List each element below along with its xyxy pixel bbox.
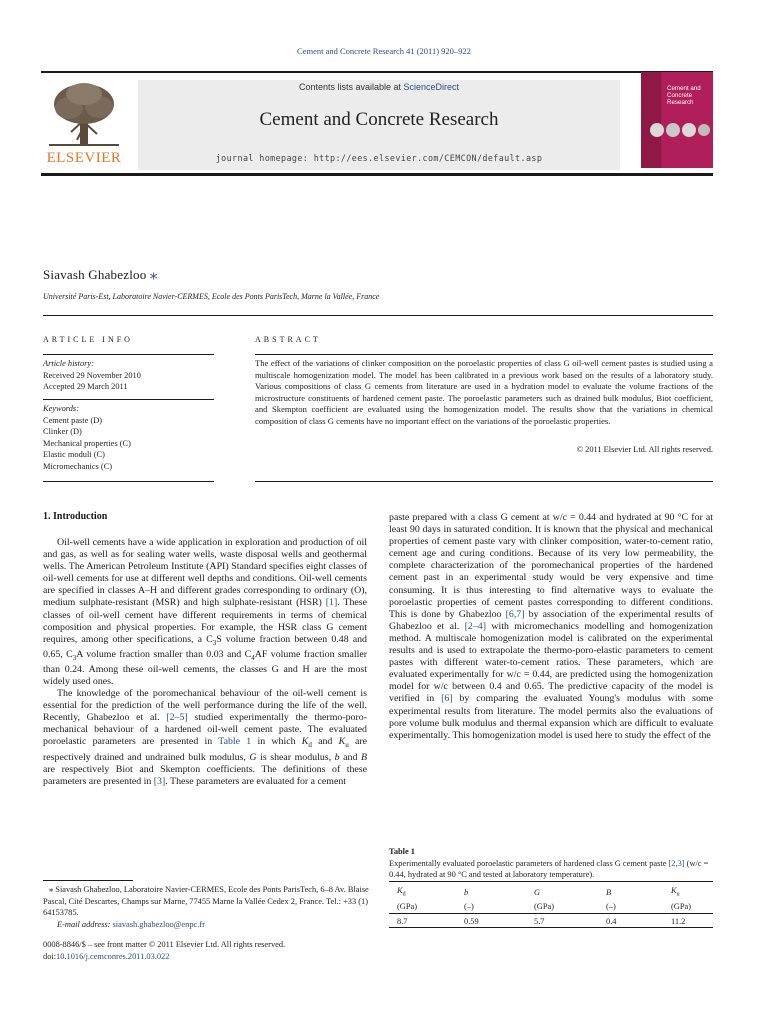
footnote-email xyxy=(43,919,369,931)
text-span: is shear modulus, xyxy=(256,751,335,763)
cover-title: Cement and Concrete Research xyxy=(667,85,701,106)
table-unit-cell: (GPa) xyxy=(534,902,555,912)
table-value-cell: 8.7 xyxy=(397,916,408,926)
elsevier-wordmark: ELSEVIER xyxy=(46,150,122,166)
text-span: by association of the experimental results of Ghabezloo et al. xyxy=(389,608,713,632)
table-value-cell: 0.4 xyxy=(606,916,617,926)
doi-prefix: doi: xyxy=(43,951,57,961)
table-unit-cell: (GPa) xyxy=(397,902,418,912)
text-span: in which xyxy=(251,736,302,748)
footnote-rule xyxy=(43,880,133,881)
journal-reference[interactable]: Cement and Concrete Research 41 (2011) 920–922 xyxy=(297,46,471,56)
footnote-star: ⁎ xyxy=(49,885,54,894)
table-header-cell: $K_u$ xyxy=(671,886,680,898)
text-span: paste prepared with a class G cement at w/c = 0.44 and hydrated at 90 °C for at least 90 days in saturated condition. It is known that the physical and mechanical properties of cement paste vary with clinker composition, water-to-cement ratio, cement age and curing conditions. Because of its very low permeability, the complete characterization of the poromechanical properties of the hardened cement past in an experimental study would be very expensive and time consuming. It is thus interesting to find alternative ways to evaluate the poroelastic properties of cement pastes corresponding to different conditions. This is done by Ghabezloo xyxy=(389,512,713,620)
table-unit-cell: (–) xyxy=(464,902,474,912)
issn-line: 0008-8846/$ – see front matter © 2011 Elsevier Ltd. All rights reserved. xyxy=(43,940,286,949)
journal-homepage[interactable]: journal homepage: http://ees.elsevier.com/CEMCON/default.asp xyxy=(215,153,543,163)
table-link[interactable]: Table 1 xyxy=(218,736,252,748)
table-value-cell: 5.7 xyxy=(534,916,545,926)
text-span: (w/c = 0.44, hydrated at 90 °C and tested at laboratory temperature). xyxy=(389,858,709,879)
doi-line xyxy=(43,951,383,963)
article-history xyxy=(43,358,223,393)
table-header-cell: $K_d$ xyxy=(397,886,406,898)
abstract-text: The effect of the variations of clinker composition on the poroelastic properties of class G oil-well cement pastes is studied using a multiscale homogenization model. The model has been calibrated in a previous work based on the results of a laboratory study. Various compositions of class G cements from literature are used in a hydration model to evaluate the volume fractions of the microstructure constituents of hardened cement paste. The poroelastic parameters such as drained bulk modulus, Biot coefficient, and Skempton coefficient are evaluated using the homogenization model. The results show that the variations in chemical composition of class G cements have no important effect on the variations of the poroelastic properties. xyxy=(255,358,713,426)
history-label: Article history: xyxy=(43,359,94,368)
journal-title: Cement and Concrete Research xyxy=(259,109,499,130)
text-span: by comparing the evaluated Young's modulus with some experimental results from literature. The model permits also the evaluations of pore volume bulk modulus and thermal expansion which are difficult to evaluate experimentally. This homogenization model is used here to study the effect of the xyxy=(389,693,713,741)
text-span: . These classes of oil-well cement have different requirements in terms of chemical composition and physical properties. For example, the HSR class G cement requires, among other specifications, a C xyxy=(43,597,367,645)
introduction-heading: 1. Introduction xyxy=(43,511,108,522)
citation-link[interactable]: [1] xyxy=(325,597,338,609)
abstract-copyright: © 2011 Elsevier Ltd. All rights reserved. xyxy=(576,445,713,454)
header-rule xyxy=(41,173,713,176)
email-label: E-mail address: xyxy=(57,919,111,929)
abstract-rule xyxy=(255,354,713,355)
doi-link[interactable]: 10.1016/j.cemconres.2011.03.022 xyxy=(56,951,170,961)
left-column xyxy=(43,537,367,788)
text-span: Experimentally evaluated poroelastic parameters of hardened class G cement paste xyxy=(389,858,669,868)
right-column xyxy=(389,512,713,742)
contents-prefix: Contents lists available at xyxy=(298,82,404,92)
table-1-label: Table 1 xyxy=(389,847,415,856)
text-span: . These parameters are evaluated for a cement xyxy=(165,775,347,787)
table-value-cell: 11.2 xyxy=(671,916,686,926)
top-rule xyxy=(41,71,713,73)
table-values-row xyxy=(389,913,713,927)
table-1-caption-text xyxy=(389,858,713,881)
accepted-date: Accepted 29 March 2011 xyxy=(43,382,128,391)
citation-link[interactable]: [6] xyxy=(441,693,453,705)
keyword-item: Clinker (D) xyxy=(43,427,82,436)
citation-link[interactable]: [2,3] xyxy=(668,858,685,868)
table-header-cell: G xyxy=(534,888,541,898)
section-rule xyxy=(43,315,713,316)
text-span: are respectively Biot and Skempton coefficients. The definitions of these parameters are presented in xyxy=(43,763,367,787)
contents-line xyxy=(138,82,620,92)
keyword-item: Elastic moduli (C) xyxy=(43,450,105,459)
email-link[interactable]: siavash.ghabezloo@enpc.fr xyxy=(112,919,205,929)
table-1 xyxy=(389,885,713,927)
text-span: The knowledge of the poromechanical behaviour of the oil-well cement is essential for the prediction of the well performance during the life of the well. Recently, Ghabezloo et al. xyxy=(43,688,367,724)
table-header-row xyxy=(389,885,713,901)
table-unit-cell: (–) xyxy=(606,902,616,912)
table-bottom-rule xyxy=(389,927,713,928)
sciencedirect-link[interactable]: ScienceDirect xyxy=(403,82,460,92)
keyword-item: Cement paste (D) xyxy=(43,415,103,425)
keywords-label: Keywords: xyxy=(43,404,79,413)
keyword-item: Mechanical properties (C) xyxy=(43,438,131,448)
keywords-block xyxy=(43,403,223,472)
text-span: A volume fraction smaller than 0.03 and C xyxy=(76,648,252,660)
article-info-rule xyxy=(43,354,214,355)
info-bottom-rule xyxy=(43,481,214,482)
text-span: Oil-well cements have a wide application in exploration and production of oil and gas, as well as for sealing water wells, waste disposal wells and geothermal wells. The American Petroleum Institute (API) Standard specifies eight classes of oil-well cements for use at different well depths and conditions. Oil-well cements are specified in classes A–H and different grades corresponding to ordinary (O), medium sulphate-resistant (MSR) and high sulphate-resistant (HSR) xyxy=(43,537,367,609)
keyword-item: Micromechanics (C) xyxy=(43,461,113,471)
text-span: are respectively drained and undrained bulk modulus, xyxy=(43,736,367,763)
text-span: S volume fraction between 0.48 and 0.65, C xyxy=(43,633,367,660)
citation-link[interactable]: [6,7] xyxy=(505,608,525,620)
author-name: Siavash Ghabezloo xyxy=(43,267,147,282)
table-header-cell: B xyxy=(606,888,612,898)
intro-paragraph-2: The knowledge of the poromechanical behaviour of the oil-well cement is essential for the prediction of the well performance during the life of the well. Recently, Ghabezloo et al. [2–5] studied experimentally the thermo-poro-mechanical behaviour of a hardened oil-well cement paste. The evaluated poroelastic parameters are presented in Table 1 in which $K_d$ and $K_u$ are respectively drained and undrained bulk modulus, G is shear modulus, b and B are respectively Biot and Skempton coefficients. The definitions of these parameters are presented in [3]. These parameters are evaluated for a cement xyxy=(43,688,367,787)
author-affiliation: Université Paris-Est, Laboratoire Navier-CERMES, Ecole des Ponts ParisTech, Marne la Vallée, France xyxy=(43,292,380,301)
table-value-cell: 0.59 xyxy=(464,916,479,926)
text-span: AF volume fraction smaller than 0.24. Among these oil-well cements, the classes G and H are the most widely used ones. xyxy=(43,648,368,687)
footnote xyxy=(43,884,369,930)
table-unit-cell: (GPa) xyxy=(671,902,692,912)
citation-link[interactable]: [2–5] xyxy=(166,712,188,724)
footnote-address xyxy=(43,884,369,919)
footnote-text: Siavash Ghabezloo, Laboratoire Navier-CERMES, Ecole des Ponts ParisTech, 6–8 Av. Blaise Pascal, Cité Descartes, Champs sur Marne, 77455 Marne la Vallée Cedex 2, France. Tel.: +33 (1) 64153785. xyxy=(43,885,369,917)
intro-paragraph-1: Oil-well cements have a wide application in exploration and production of oil and gas, as well as for sealing water wells, waste disposal wells and geothermal wells. The American Petroleum Institute (API) Standard specifies eight classes of oil-well cements for use at different well depths and conditions. Oil-well cements are specified in classes A–H and different grades corresponding to ordinary (O), medium sulphate-resistant (MSR) and high sulphate-resistant (HSR) [1]. These classes of oil-well cement have different requirements in terms of chemical composition and physical properties. For example, the HSR class G cement requires, among other specifications, a $C_3S$ volume fraction between 0.48 and 0.65, $C_3A$ volume fraction smaller than 0.03 and $C_4AF$ volume fraction smaller than 0.24. Among these oil-well cements, the classes G and H are the most widely used ones. xyxy=(43,537,368,687)
abstract-bottom-rule xyxy=(255,481,713,482)
right-paragraph xyxy=(389,512,713,742)
text-span: studied experimentally the thermo-poro-mechanical behaviour of a hardened oil-well cement paste. The evaluated poroelastic parameters are presented in xyxy=(43,712,367,748)
keywords-rule xyxy=(43,399,214,400)
text-span: with micromechanics modelling and homogenization method. A multiscale homogenization model is calibrated on the experimental results and is used to extrapolate the thermo-poro-elastic parameters to cement pastes with different water-to-cement ratios. These parameters, which are evaluated experimentally for w/c = 0.44, are predicted using the homogenization model for w/c between 0.4 and 0.65. The predictive capacity of the model is verified in xyxy=(389,620,713,705)
citation-link[interactable]: [3] xyxy=(153,775,166,787)
received-date: Received 29 November 2010 xyxy=(43,370,141,380)
abstract-heading: ABSTRACT xyxy=(255,335,321,344)
table-1-caption xyxy=(389,846,713,881)
corresponding-author-marker[interactable]: ⁎ xyxy=(149,267,158,283)
article-info-heading: ARTICLE INFO xyxy=(43,335,133,344)
table-top-rule xyxy=(389,881,713,882)
table-header-cell: b xyxy=(464,888,469,898)
citation-link[interactable]: [2–4] xyxy=(464,620,486,632)
table-units-row xyxy=(389,901,713,913)
publication-info xyxy=(43,939,383,962)
author-line xyxy=(43,265,158,284)
